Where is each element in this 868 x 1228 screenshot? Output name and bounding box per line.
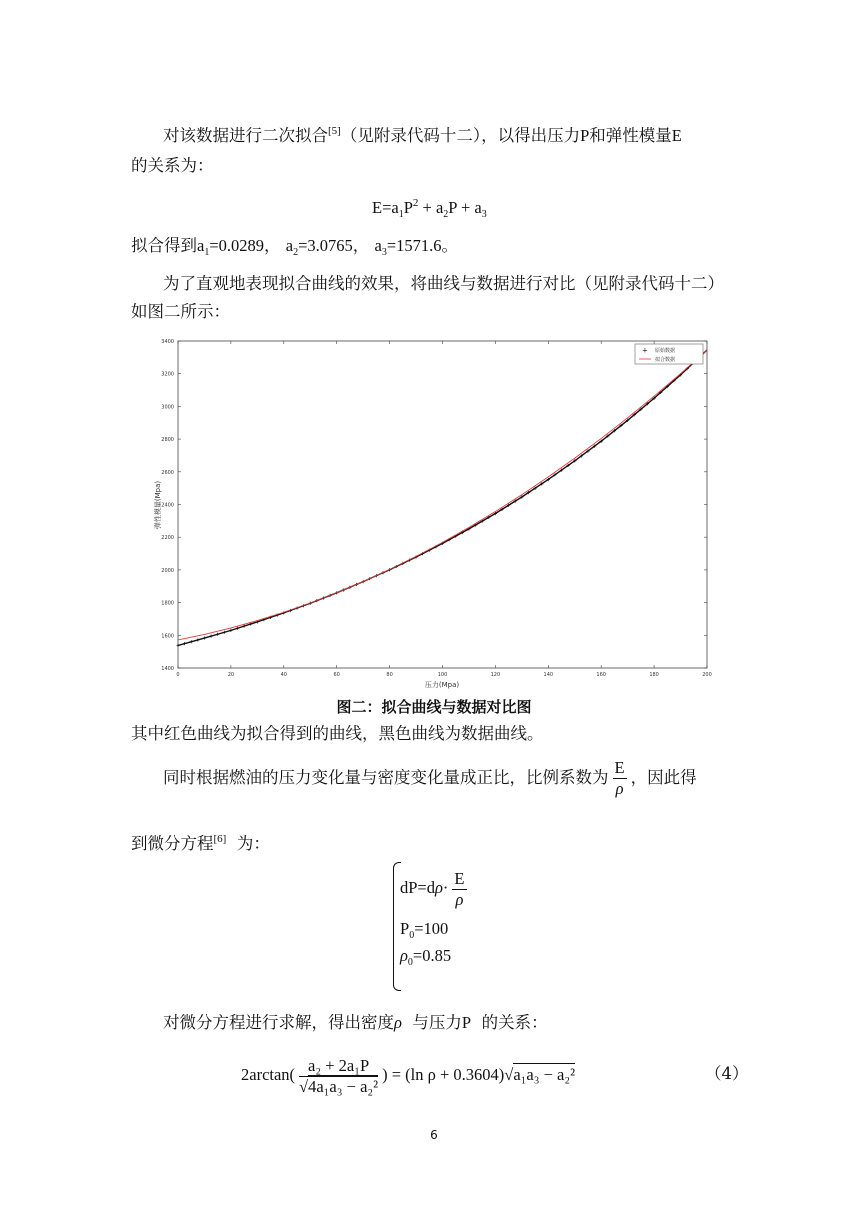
equation-1: $E=a_1P^2 + a_2P + a_3$ (372, 197, 487, 220)
equation-4: 2arctan( $\frac{\text{a₂ + 2a₁P}}{\text{√4a₁a₃ − a₂²}}$ ) = (ln ρ + 0.3604)√a₁a₃ − a₂² (241, 1055, 576, 1096)
system-line-2: $P_0=100$ (400, 919, 449, 941)
system-line-3: $\rho_0=0.85$ (400, 946, 452, 968)
legend-plus-marker: + (642, 346, 648, 355)
x-tick-label: 80 (386, 672, 393, 678)
y-tick-label: 3000 (161, 404, 174, 411)
plot-area (178, 341, 707, 668)
y-tick-label: 1400 (161, 666, 174, 672)
para2-line1: 为了直观地表现拟合曲线的效果，将曲线与数据进行对比（见附录代码十二） (163, 274, 724, 293)
x-tick-label: 40 (280, 672, 287, 678)
y-tick-label: 2200 (161, 535, 174, 542)
fit-comparison-chart (150, 330, 725, 695)
fit-results: 拟合得到$a_1=0.0289$， $a_2=3.0765$， $a_3=1571.6$。 (131, 236, 459, 258)
x-tick-label: 20 (227, 672, 235, 678)
x-tick-label: 120 (490, 672, 501, 678)
figure-caption: 图二：拟合曲线与数据对比图 (336, 698, 532, 716)
legend (635, 344, 703, 364)
para4: 同时根据燃油的压力变化量与密度变化量成正比，比例系数为 $\frac{E}{\rho}$ ，因此得 (163, 758, 697, 798)
x-tick-label: 200 (702, 672, 712, 678)
ref-5[interactable]: [5] (328, 125, 341, 137)
para6: 对微分方程进行求解，得出密度ρ 与压力P 的关系： (163, 1013, 548, 1032)
y-axis-label: 弹性模量(Mpa) (154, 480, 162, 530)
para5: 到微分方程[6] 为： (131, 833, 270, 853)
para1-line2: 的关系为： (131, 156, 214, 175)
y-tick-label: 2000 (161, 567, 174, 574)
y-tick-label: 2800 (161, 437, 174, 444)
x-tick-label: 0 (176, 672, 180, 678)
x-tick-label: 180 (649, 672, 659, 678)
y-tick-label: 3200 (161, 371, 174, 378)
para1-line1: 对该数据进行二次拟合[5]（见附录代码十二），以得出压力P和弹性模量E (163, 125, 682, 145)
y-tick-label: 2600 (161, 469, 174, 476)
y-tick-label: 2400 (161, 502, 174, 509)
legend-entry-data: 原始数据 (655, 348, 676, 354)
para3: 其中红色曲线为拟合得到的曲线，黑色曲线为数据曲线。 (131, 724, 544, 743)
y-tick-label: 1800 (161, 600, 174, 607)
system-line-1: dP=dρ· $\frac{E}{\rho}$ (400, 868, 465, 909)
legend-entry-fit: 拟合数据 (655, 357, 676, 363)
para2-line2: 如图二所示： (131, 302, 230, 321)
x-tick-label: 160 (596, 672, 606, 678)
equation-4-label: （4） (705, 1064, 749, 1083)
y-tick-label: 1600 (161, 633, 174, 640)
x-tick-label: 100 (437, 672, 448, 678)
y-tick-label: 3400 (161, 339, 174, 345)
x-tick-label: 140 (543, 672, 554, 678)
fraction-E-over-rho: $\frac{E}{\rho}$ (614, 758, 625, 798)
page-number: 6 (430, 1128, 438, 1142)
x-axis-label: 压力(Mpa) (424, 681, 460, 689)
ref-6[interactable]: [6] (213, 833, 227, 845)
x-tick-label: 60 (333, 672, 340, 678)
